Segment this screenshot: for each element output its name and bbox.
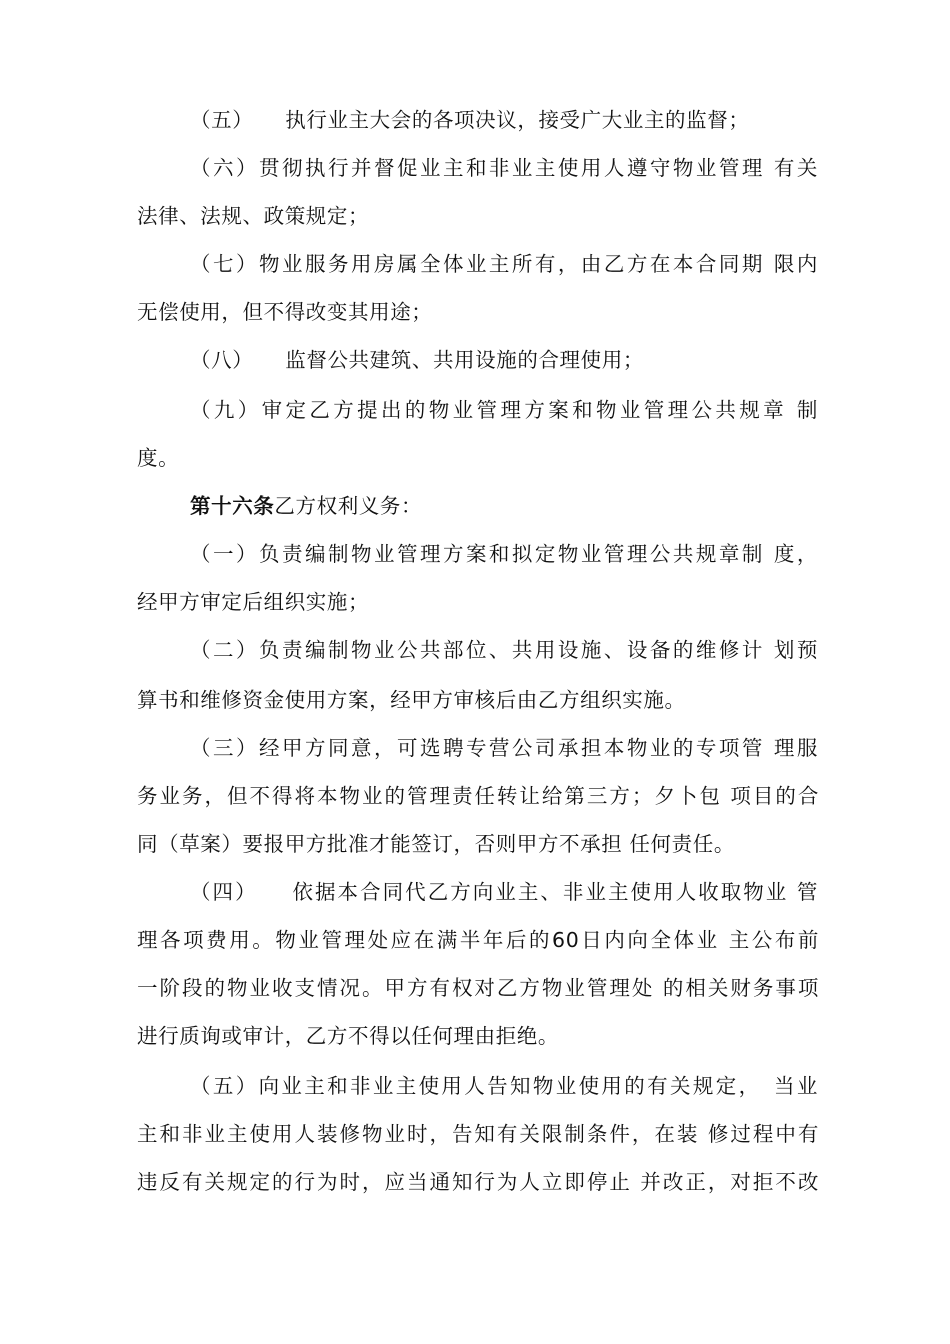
text-line: 一阶段的物业收支情况。甲方有权对乙方物业管理处 的相关财务事项 (137, 976, 819, 1000)
text-line: 主和非业主使用人装修物业时，告知有关限制条件，在装 修过程中有 (137, 1122, 819, 1146)
article-title: 乙方权利义务： (274, 494, 423, 518)
text-line: （八） 监督公共建筑、共用设施的合理使用； (190, 348, 644, 372)
text-line: （四） 依据本合同代乙方向业主、非业主使用人收取物业 管 (190, 880, 818, 904)
text-line: （三）经甲方同意，可选聘专营公司承担本物业的专项管 理服 (190, 736, 818, 760)
text-line: 无偿使用，但不得改变其用途； (137, 300, 433, 324)
text-line: 度。 (137, 446, 180, 470)
text-line: 算书和维修资金使用方案，经甲方审核后由乙方组织实施。 (137, 688, 686, 712)
article-heading (190, 492, 422, 520)
text-line: （五） 执行业主大会的各项决议，接受广大业主的监督； (190, 108, 750, 132)
text-line: 务业务，但不得将本物业的管理责任转让给第三方；夕卜包 项目的合 (137, 784, 819, 808)
text-line: （七）物业服务用房属全体业主所有，由乙方在本合同期 限内 (190, 252, 818, 276)
article-number: 第十六条 (190, 494, 275, 518)
text-line: 经甲方审定后组织实施； (137, 590, 370, 614)
text-line: （二）负责编制物业公共部位、共用设施、设备的维修计 划预 (190, 638, 818, 662)
text-line: 违反有关规定的行为时，应当通知行为人立即停止 并改正，对拒不改 (137, 1170, 819, 1194)
text-line: 法律、法规、政策规定； (137, 204, 370, 228)
text-line: 进行质询或审计，乙方不得以任何理由拒绝。 (137, 1024, 559, 1048)
text-line: （九）审定乙方提出的物业管理方案和物业管理公共规章 制 (190, 398, 818, 422)
text-line: （一）负责编制物业管理方案和拟定物业管理公共规章制 度， (190, 542, 818, 566)
text-line: （五）向业主和非业主使用人告知物业使用的有关规定， 当业 (190, 1074, 818, 1098)
text-line: 理各项费用。物业管理处应在满半年后的60日内向全体业 主公布前 (137, 928, 819, 952)
text-line: 同（草案）要报甲方批准才能签订，否则甲方不承担 任何责任。 (137, 832, 735, 856)
text-line: （六）贯彻执行并督促业主和非业主使用人遵守物业管理 有关 (190, 156, 818, 180)
